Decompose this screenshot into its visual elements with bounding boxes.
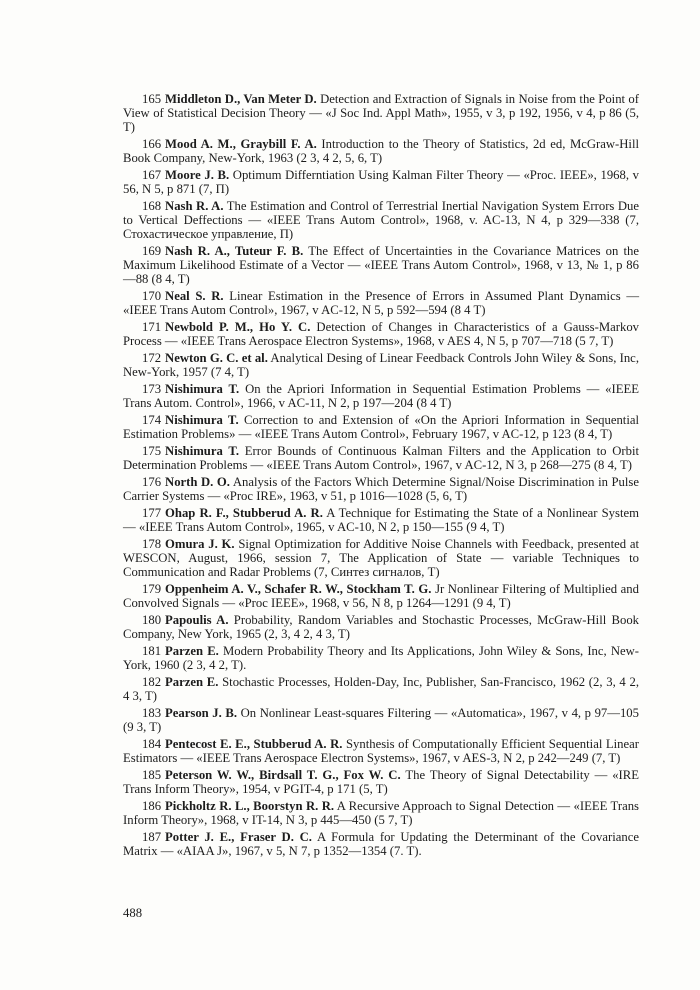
reference-authors: Newton G. C. et al. bbox=[165, 350, 268, 365]
reference-text: Detection and Extraction of Signals in Noise from the Point of View of Statistical Decision Theory — «J Soc Ind. Appl Math», 1955, v 3, p 192, 1956, v 4, p 86 (5, T) bbox=[123, 92, 639, 134]
reference-entry bbox=[123, 507, 639, 535]
reference-entry bbox=[123, 676, 639, 704]
reference-number: 179 bbox=[142, 581, 162, 596]
reference-number: 165 bbox=[142, 92, 162, 106]
reference-text: The Effect of Uncertainties in the Covariance Matrices on the Maximum Likelihood Estimate of a Vector — «IEEE Trans Autom Control», 1968, v 13, № 1, p 86—88 (8 4, T) bbox=[123, 243, 640, 286]
reference-number: 182 bbox=[142, 674, 162, 689]
reference-entry bbox=[123, 290, 639, 318]
reference-number: 170 bbox=[142, 288, 162, 303]
reference-entry bbox=[123, 707, 639, 735]
reference-authors: Newbold P. M., Ho Y. C. bbox=[165, 319, 311, 334]
reference-entry bbox=[123, 538, 639, 580]
reference-text: Jr Nonlinear Filtering of Multiplied and Convolved Signals — «Proc IEEE», 1968, v 56, N 8, p 1264—1291 (9 4, T) bbox=[123, 581, 639, 610]
reference-number: 184 bbox=[142, 736, 162, 751]
reference-entry bbox=[123, 445, 639, 473]
reference-authors: Papoulis A. bbox=[165, 612, 229, 627]
reference-text: On Nonlinear Least-squares Filtering — «Automatica», 1967, v 4, p 97—105 (9 3, T) bbox=[123, 705, 639, 734]
reference-number: 183 bbox=[142, 705, 162, 720]
reference-text: The Estimation and Control of Terrestrial Inertial Navigation System Errors Due to Vertical Deffections — «IEEE Trans Autom Control», 1968, v. AC-13, N 4, p 329—338 (7, Стохастическое управление, П) bbox=[123, 198, 639, 241]
reference-entry bbox=[123, 321, 639, 349]
reference-number: 181 bbox=[142, 643, 162, 658]
reference-number: 186 bbox=[142, 798, 162, 813]
reference-text: Optimum Differntiation Using Kalman Filter Theory — «Proc. IEEE», 1968, v 56, N 5, p 871 (7, П) bbox=[123, 167, 639, 196]
reference-authors: Nash R. A. bbox=[165, 198, 224, 213]
reference-authors: North D. O. bbox=[165, 474, 230, 489]
reference-number: 178 bbox=[142, 536, 162, 551]
reference-text: Modern Probability Theory and Its Applications, John Wiley & Sons, Inc, New-York, 1960 (2 3, 4 2, T). bbox=[123, 643, 639, 672]
reference-text: Error Bounds of Continuous Kalman Filters and the Application to Orbit Determination Problems — «IEEE Trans Autom Control», 1967, v AC-12, N 3, p 268—275 (8 4, T) bbox=[123, 443, 639, 472]
reference-entry bbox=[123, 138, 639, 166]
reference-number: 167 bbox=[142, 167, 162, 182]
reference-entry bbox=[123, 169, 639, 197]
reference-number: 168 bbox=[142, 198, 162, 213]
reference-entry bbox=[123, 245, 639, 287]
reference-authors: Moore J. B. bbox=[165, 167, 230, 182]
reference-authors: Nishimura T. bbox=[165, 412, 239, 427]
reference-text: Analysis of the Factors Which Determine Signal/Noise Discrimination in Pulse Carrier Systems — «Proc IRE», 1963, v 51, p 1016—1028 (5, 6, T) bbox=[123, 474, 639, 503]
reference-entry bbox=[123, 414, 639, 442]
reference-number: 169 bbox=[142, 243, 162, 258]
reference-entry bbox=[123, 476, 639, 504]
reference-entry bbox=[123, 800, 639, 828]
reference-text: A Technique for Estimating the State of a Nonlinear System — «IEEE Trans Autom Control», 1965, v AC-10, N 2, p 150—155 (9 4, T) bbox=[123, 505, 639, 534]
reference-authors: Middleton D., Van Meter D. bbox=[165, 92, 317, 106]
reference-number: 175 bbox=[142, 443, 162, 458]
reference-text: On the Apriori Information in Sequential Estimation Problems — «IEEE Trans Autom. Control», 1966, v AC-11, N 2, p 197—204 (8 4 T) bbox=[123, 381, 640, 410]
reference-authors: Omura J. K. bbox=[165, 536, 235, 551]
reference-entry bbox=[123, 831, 639, 859]
reference-number: 166 bbox=[142, 136, 162, 151]
reference-text: Correction to and Extension of «On the Apriori Information in Sequential Estimation Problems» — «IEEE Trans Autom Control», February 1967, v AC-12, p 123 (8 4, T) bbox=[123, 412, 640, 441]
reference-authors: Nishimura T. bbox=[165, 443, 240, 458]
reference-authors: Parzen E. bbox=[165, 643, 219, 658]
reference-text: The Theory of Signal Detectability — «IRE Trans Inform Theory», 1954, v PGIT-4, p 171 (5, T) bbox=[123, 767, 639, 796]
reference-number: 171 bbox=[142, 319, 162, 334]
reference-text: Linear Estimation in the Presence of Errors in Assumed Plant Dynamics — «IEEE Trans Autom Control», 1967, v AC-12, N 5, p 592—594 (8 4 T) bbox=[123, 288, 640, 317]
reference-entry bbox=[123, 93, 639, 135]
reference-entry bbox=[123, 383, 639, 411]
reference-entry bbox=[123, 769, 639, 797]
reference-entry bbox=[123, 200, 639, 242]
reference-authors: Pickholtz R. L., Boorstyn R. R. bbox=[165, 798, 335, 813]
reference-text: Stochastic Processes, Holden-Day, Inc, Publisher, San-Francisco, 1962 (2, 3, 4 2, 4 3, T) bbox=[123, 674, 639, 703]
reference-text: Probability, Random Variables and Stochastic Processes, McGraw-Hill Book Company, New York, 1965 (2, 3, 4 2, 4 3, T) bbox=[123, 612, 640, 641]
reference-authors: Nishimura T. bbox=[165, 381, 240, 396]
reference-authors: Peterson W. W., Birdsall T. G., Fox W. C. bbox=[165, 767, 401, 782]
reference-list bbox=[123, 93, 639, 858]
reference-number: 187 bbox=[142, 829, 162, 844]
reference-authors: Nash R. A., Tuteur F. B. bbox=[165, 243, 304, 258]
reference-entry bbox=[123, 645, 639, 673]
reference-text: Detection of Changes in Characteristics of a Gauss-Markov Process — «IEEE Trans Aerospace Electron Systems», 1968, v AES 4, N 5, p 707—718 (5 7, T) bbox=[123, 319, 640, 348]
reference-number: 172 bbox=[142, 350, 162, 365]
reference-number: 177 bbox=[142, 505, 162, 520]
reference-number: 180 bbox=[142, 612, 162, 627]
reference-authors: Parzen E. bbox=[165, 674, 219, 689]
reference-authors: Potter J. E., Fraser D. C. bbox=[165, 829, 312, 844]
reference-text: A Recursive Approach to Signal Detection — «IEEE Trans Inform Theory», 1968, v IT-14, N 3, p 445—450 (5 7, T) bbox=[123, 798, 639, 827]
reference-number: 173 bbox=[142, 381, 162, 396]
reference-number: 185 bbox=[142, 767, 162, 782]
reference-authors: Pentecost E. E., Stubberud A. R. bbox=[165, 736, 343, 751]
reference-authors: Ohap R. F., Stubberud A. R. bbox=[165, 505, 323, 520]
reference-authors: Mood A. M., Graybill F. A. bbox=[165, 136, 317, 151]
page-number: 488 bbox=[123, 906, 143, 920]
reference-text: Synthesis of Computationally Efficient Sequential Linear Estimators — «IEEE Trans Aerospace Electron Systems», 1967, v AES-3, N 2, p 242—249 (7, T) bbox=[123, 736, 639, 765]
reference-entry bbox=[123, 352, 639, 380]
reference-authors: Pearson J. B. bbox=[165, 705, 238, 720]
reference-text: Analytical Desing of Linear Feedback Controls John Wiley & Sons, Inc, New-York, 1957 (7 4, T) bbox=[123, 350, 639, 379]
reference-text: A Formula for Updating the Determinant of the Covariance Matrix — «AIAA J», 1967, v 5, N 7, p 1352—1354 (7. T). bbox=[123, 829, 639, 858]
reference-text: Introduction to the Theory of Statistics, 2d ed, McGraw-Hill Book Company, New-York, 1963 (2 3, 4 2, 5, 6, T) bbox=[123, 136, 640, 165]
reference-authors: Oppenheim A. V., Schafer R. W., Stockham T. G. bbox=[165, 581, 432, 596]
reference-entry bbox=[123, 614, 639, 642]
reference-authors: Neal S. R. bbox=[165, 288, 224, 303]
reference-number: 176 bbox=[142, 474, 162, 489]
reference-entry bbox=[123, 583, 639, 611]
reference-entry bbox=[123, 738, 639, 766]
reference-number: 174 bbox=[142, 412, 162, 427]
reference-text: Signal Optimization for Additive Noise Channels with Feedback, presented at WESCON, August, 1966, session 7, The Application of State — variable Techniques to Communication and Radar Problems (7, Синтез сигналов, T) bbox=[123, 536, 639, 579]
